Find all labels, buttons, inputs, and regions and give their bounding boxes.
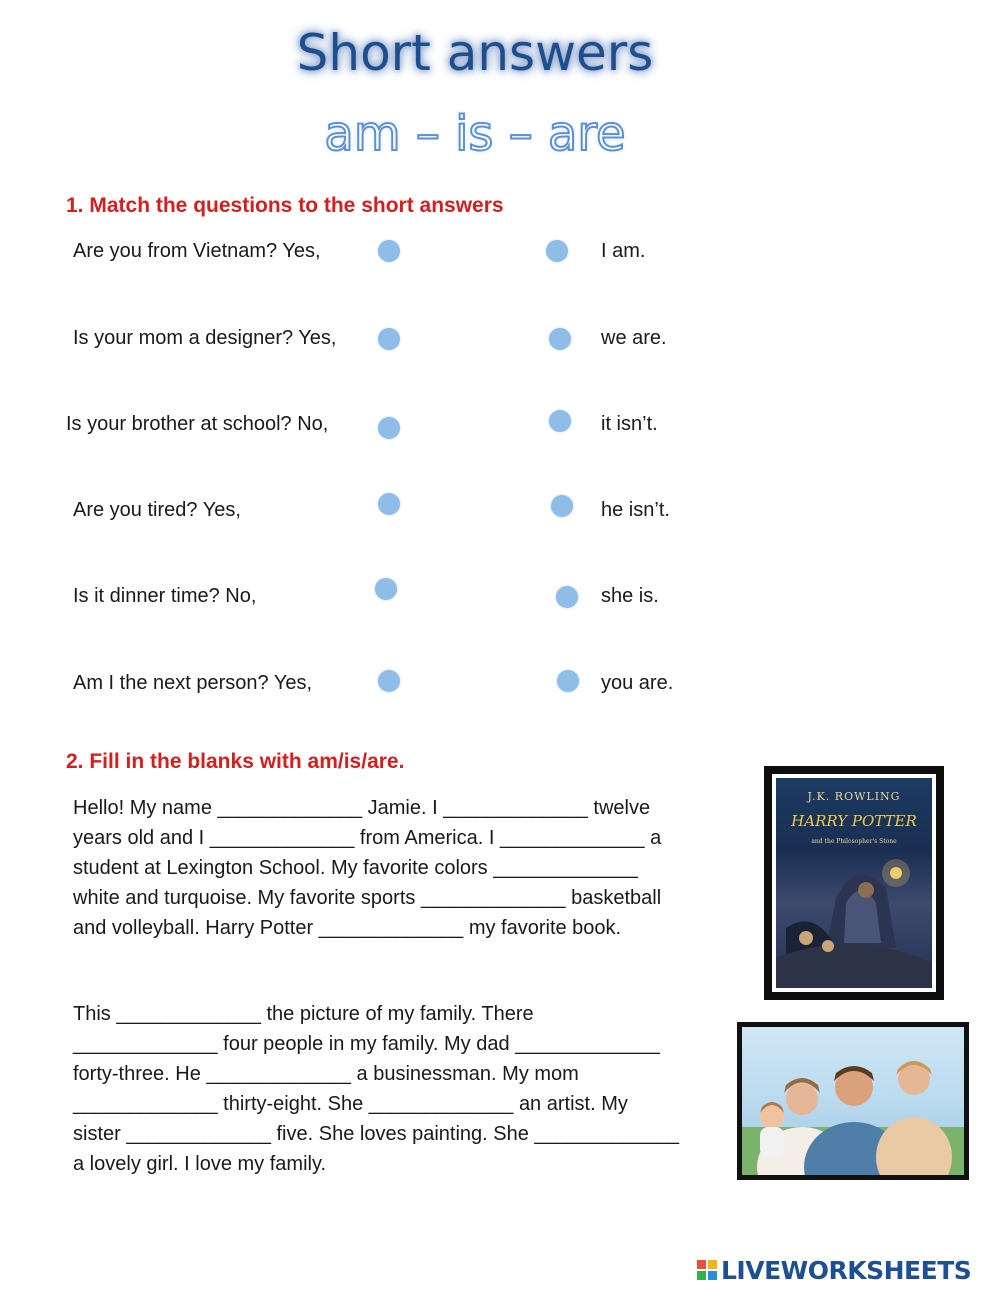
match-dot-right-2[interactable]: [549, 328, 571, 350]
exercise1-heading: 1. Match the questions to the short answers: [66, 194, 504, 217]
family-illustration: [742, 1027, 964, 1175]
match-dot-right-1[interactable]: [546, 240, 568, 262]
paragraph1-line: student at Lexington School. My favorite colors _____________: [73, 857, 638, 879]
match-dot-left-2[interactable]: [378, 328, 400, 350]
match-question-4: Are you tired? Yes,: [73, 499, 241, 521]
book-subtitle: and the Philosopher's Stone: [811, 838, 897, 845]
logo-text: LIVEWORKSHEETS: [721, 1255, 972, 1285]
match-dot-left-1[interactable]: [378, 240, 400, 262]
book-title: HARRY POTTER: [791, 812, 917, 830]
match-dot-left-3[interactable]: [378, 417, 400, 439]
book-author: J.K. ROWLING: [807, 790, 901, 803]
paragraph1-line: years old and I _____________ from America. I _____________ a: [73, 827, 662, 849]
match-answer-6: you are.: [601, 672, 674, 694]
page-title: Short answers: [296, 24, 654, 82]
paragraph2-line: forty-three. He _____________ a businessman. My mom: [73, 1063, 579, 1085]
match-dot-left-6[interactable]: [378, 670, 400, 692]
match-question-2: Is your mom a designer? Yes,: [73, 327, 337, 349]
match-answer-1: I am.: [601, 240, 646, 262]
paragraph2-line: sister _____________ five. She loves painting. She _____________: [73, 1123, 680, 1145]
paragraph2-line: _____________ four people in my family. My dad _____________: [73, 1033, 660, 1055]
match-dot-right-5[interactable]: [556, 586, 578, 608]
match-question-6: Am I the next person? Yes,: [73, 672, 313, 694]
match-question-5: Is it dinner time? No,: [73, 585, 257, 607]
match-dot-right-4[interactable]: [551, 495, 573, 517]
liveworksheets-logo: [697, 1255, 971, 1285]
match-answer-2: we are.: [601, 327, 667, 349]
match-dot-right-3[interactable]: [549, 410, 571, 432]
logo-mark-icon: [697, 1260, 717, 1280]
paragraph1-line: and volleyball. Harry Potter _____________ my favorite book.: [73, 917, 622, 939]
match-question-1: Are you from Vietnam? Yes,: [73, 240, 321, 262]
exercise2-heading: 2. Fill in the blanks with am/is/are.: [66, 750, 405, 773]
match-answer-5: she is.: [601, 585, 659, 607]
match-answer-3: it isn’t.: [601, 413, 658, 435]
family-photo-image: [737, 1022, 969, 1180]
book-illustration: [776, 778, 932, 988]
book-cover: [776, 778, 932, 988]
match-dot-left-4[interactable]: [378, 493, 400, 515]
paragraph2-line: _____________ thirty-eight. She _____________ an artist. My: [73, 1093, 628, 1115]
paragraph1-line: white and turquoise. My favorite sports _____________ basketball: [73, 887, 662, 909]
match-question-3: Is your brother at school? No,: [66, 413, 329, 435]
paragraph2-line: This _____________ the picture of my family. There: [73, 1003, 534, 1025]
paragraph2-line: a lovely girl. I love my family.: [73, 1153, 327, 1175]
page-subtitle: am – is – are: [324, 106, 626, 162]
harry-potter-book-image: [764, 766, 944, 1000]
fill-paragraph-1: [73, 793, 713, 943]
fill-paragraph-2: [73, 999, 713, 1179]
paragraph1-line: Hello! My name _____________ Jamie. I _____________ twelve: [73, 797, 651, 819]
match-dot-right-6[interactable]: [557, 670, 579, 692]
match-dot-left-5[interactable]: [375, 578, 397, 600]
match-answer-4: he isn’t.: [601, 499, 670, 521]
